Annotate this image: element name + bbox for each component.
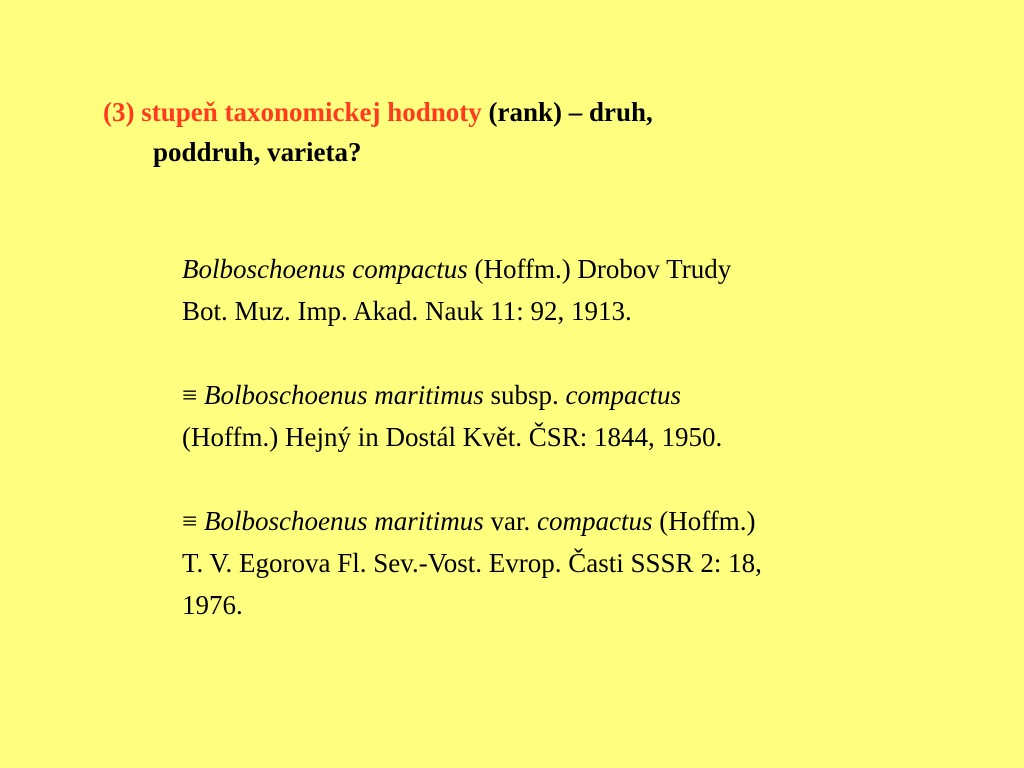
rank-label: var. — [483, 506, 537, 536]
citation-text: T. V. Egorova Fl. Sev.-Vost. Evrop. Časti SSSR 2: 18, — [182, 548, 762, 578]
rank-label: subsp. — [483, 380, 566, 410]
nomenclature-entry-synonym-var — [182, 500, 942, 626]
citation-text: (Hoffm.) Hejný in Dostál Květ. ČSR: 1844, 1950. — [182, 422, 723, 452]
synonym-symbol: ≡ — [182, 380, 198, 410]
taxon-name: Bolboschoenus compactus — [182, 254, 468, 284]
synonym-symbol: ≡ — [182, 506, 198, 536]
nomenclature-entry-synonym-subsp — [182, 374, 942, 458]
citation-text-continued: Bot. Muz. Imp. Akad. Nauk 11: 92, 1913. — [182, 296, 632, 326]
heading-highlight: (3) stupeň taxonomickej hodnoty — [103, 97, 482, 127]
infraspecific-epithet: compactus — [536, 506, 653, 536]
slide-heading — [103, 92, 863, 172]
nomenclature-entry-basionym — [182, 248, 942, 332]
heading-rank-text: (rank) – druh, — [481, 97, 653, 127]
heading-second-line: poddruh, varieta? — [153, 137, 362, 167]
citation-text: (Hoffm.) Drobov Trudy — [467, 254, 732, 284]
infraspecific-epithet: compactus — [565, 380, 681, 410]
author-text: (Hoffm.) — [652, 506, 756, 536]
citation-year: 1976. — [182, 590, 243, 620]
nomenclature-list — [182, 248, 942, 626]
taxon-name: Bolboschoenus maritimus — [203, 506, 484, 536]
taxon-name: Bolboschoenus maritimus — [203, 380, 484, 410]
